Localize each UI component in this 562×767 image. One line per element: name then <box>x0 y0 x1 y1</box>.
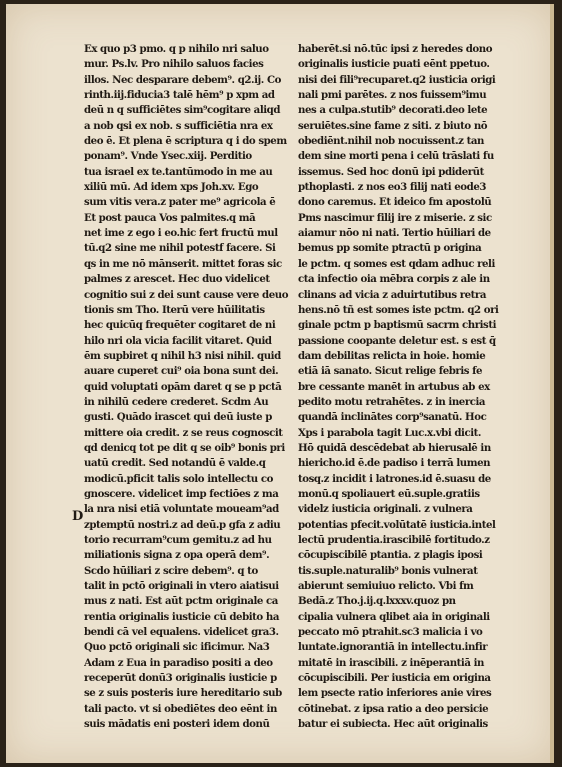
text-line: tua israel ex te.tantūmodo in me au <box>84 165 273 178</box>
text-line: cta infectio oia mēbra corpis z ale in <box>298 273 490 286</box>
text-line: haberēt.si nō.tūc ipsi z heredes dono <box>298 43 493 55</box>
text-line: Adam z Eua in paradiso positi a deo <box>84 656 273 669</box>
text-line: tū.q2 sine me nihil potestf facere. Si <box>84 242 276 255</box>
text-line: Pms nascimur filij ire z miserie. z sic <box>298 211 492 224</box>
text-line: hec quicūq frequēter cogitaret de ni <box>84 319 276 332</box>
text-line: Et post pauca Vos palmites.q mā <box>84 211 256 224</box>
text-line: hens.nō tñ est somes iste pctm. q2 ori <box>298 303 499 316</box>
text-line: tis.suple.naturalib⁹ bonis vulnerat <box>298 564 478 577</box>
text-line: palmes z arescet. Hec duo videlicet <box>84 273 270 286</box>
text-line: obediēnt.nihil nob nocuissent.z tan <box>298 135 484 148</box>
text-line: originalis iusticie puati eēnt ppetuo. <box>298 58 490 71</box>
text-line: Quo pctō originali sic ificimur. Na3 <box>84 641 270 654</box>
text-line: ponam⁹. Vnde Ysec.xiij. Perditio <box>84 150 252 163</box>
text-line: Bedā.z Tho.j.ij.q.lxxxv.quoz pn <box>298 595 456 608</box>
left-text-column <box>84 42 289 732</box>
text-line: passione coopante deletur est. s est q̄ <box>298 334 496 347</box>
right-text-column <box>298 42 508 732</box>
text-line: lectū prudentia.irascibilē fortitudo.z <box>298 534 490 546</box>
text-line: luntate.ignorantiā in intellectu.infir <box>298 641 488 654</box>
text-line: rinth.iij.fiducia3 talē hēm⁹ p xpm ad <box>84 89 275 102</box>
text-line: uatū credit. Sed notandū ē valde.q <box>84 457 266 470</box>
text-line: tosq.z incidit i latrones.id ē.suasu de <box>298 472 491 485</box>
text-line: Xps i parabola tagit Luc.x.vbi dicit. <box>298 426 481 439</box>
text-line: cipalia vulnera qlibet aia in originali <box>298 610 490 623</box>
text-line: mur. Ps.lv. Pro nihilo saluos facies <box>84 58 264 71</box>
text-line: deū n q sufficiētes sim⁹cogitare aliqd <box>84 104 281 117</box>
text-line: torio recurram⁹cum gemitu.z ad hu <box>84 534 272 546</box>
text-line: clinans ad vicia z aduirtutibus retra <box>298 288 486 301</box>
text-line: issemus. Sed hoc donū ipi pdiderūt <box>298 165 484 178</box>
text-line: talit in pctō originali in vtero aiatisui <box>84 580 279 593</box>
text-line: cōtinebat. z ipsa ratio a deo persicie <box>298 702 489 715</box>
text-line: net ime z ego i eo.hic fert fructū mul <box>84 227 278 240</box>
text-line: dem sine morti pena i celū trāslati fu <box>298 150 494 163</box>
book-page <box>6 4 554 763</box>
text-line: receperūt donū3 originalis iusticie p <box>84 672 277 685</box>
text-line: rentia originalis iusticie cū debito ha <box>84 610 279 623</box>
text-line: pthoplasti. z nos eo3 filij nati eode3 <box>298 181 486 194</box>
text-line: etiā iā sanato. Sicut relige febris fe <box>298 365 483 378</box>
marginal-initial: D <box>72 509 84 524</box>
text-line: dam debilitas relicta in hoie. homie <box>298 349 486 362</box>
text-line: Hō quidā descēdebat ab hierusalē in <box>298 441 491 454</box>
text-line: peccato mō ptrahit.sc3 malicia i vo <box>298 626 483 639</box>
text-line: mittere oia credit. z se reus cognoscit <box>84 426 283 439</box>
text-line: gusti. Quādo irascet qui deū iuste p <box>84 411 272 424</box>
text-line: mitatē in irascibili. z inēperantiā in <box>298 656 484 669</box>
text-line: pedito motu retrahētes. z in inercia <box>298 395 486 408</box>
text-line: monū.q spoliauert eū.suple.gratiis <box>298 487 480 500</box>
text-line: se z suis posteris iure hereditario sub <box>84 687 282 700</box>
text-line: videlz iusticia originali. z vulnera <box>298 503 473 516</box>
text-line: illos. Nec desparare debem⁹. q2.ij. Co <box>84 73 281 86</box>
text-line: modicū.pficit talis solo intellectu co <box>84 472 273 485</box>
text-line: tionis sm Tho. Iterū vere hūilitatis <box>84 303 265 316</box>
text-line: ēm supbiret q nihil h3 nisi nihil. quid <box>84 349 281 362</box>
text-line: bre cessante manēt in artubus ab ex <box>298 380 490 393</box>
text-line: mus z nati. Est aūt pctm originale ca <box>84 595 278 608</box>
text-line: cōcupiscibili. Per iusticia em origina <box>298 672 491 685</box>
text-line: nali pmi parētes. z nos fuissem⁹imu <box>298 89 487 102</box>
text-line: a nob qsi ex nob. s sufficiētia nra ex <box>84 119 273 132</box>
text-line: xiliū mū. Ad idem xps Joh.xv. Ego <box>84 181 259 194</box>
text-line: in nihilū cedere crederet. Scdm Au <box>84 395 269 408</box>
text-line: lem psecte ratio inferiores anie vires <box>298 687 492 700</box>
text-line: quandā inclinātes corp⁹sanatū. Hoc <box>298 411 487 424</box>
text-line: qd denicq tot pe dit q se oib⁹ bonis pri <box>84 441 285 454</box>
text-line: Ex quo p3 pmo. q p nihilo nri saluo <box>84 43 269 55</box>
text-line: sum vitis vera.z pater me⁹ agricola ē <box>84 196 276 209</box>
text-line: la nra nisi etiā voluntate moueam⁹ad <box>84 503 279 516</box>
text-line: miliationis signa z opa operā dem⁹. <box>84 549 270 562</box>
text-line: cōcupiscibilē ptantia. z plagis iposi <box>298 549 483 562</box>
text-line: quid voluptati opām daret q se p pctā <box>84 380 282 393</box>
text-line: bemus pp somite ptractū p origina <box>298 242 482 255</box>
text-line: auare cuperet cui⁹ oia bona sunt dei. <box>84 365 279 378</box>
text-line: gnoscere. videlicet imp fectiōes z ma <box>84 487 279 500</box>
text-line: ginale pctm p baptismū sacrm christi <box>298 319 497 332</box>
text-line: zptemptū nostri.z ad deū.p gfa z adiu <box>84 518 281 531</box>
text-line: nisi dei fili⁹recuparet.q2 iusticia origi <box>298 73 496 86</box>
text-line: bendi cā vel equalens. videlicet gra3. <box>84 626 279 639</box>
text-line: nes a culpa.stutib⁹ decorati.deo lete <box>298 104 488 117</box>
text-line: suis mādatis eni posteri idem donū <box>84 718 270 731</box>
text-line: aiamur nōo ni nati. Tertio hūiliari de <box>298 227 491 240</box>
text-line: deo ē. Et plena ē scriptura q i do spem <box>84 135 287 148</box>
text-line: qs in me nō mānserit. mittet foras sic <box>84 257 282 270</box>
text-line: dono caremus. Et ideico fm apostolū <box>298 196 492 209</box>
text-line: tali pacto. vt si obediētes deo eēnt in <box>84 702 277 715</box>
page-edge <box>550 4 554 763</box>
text-line: potentias pfecit.volūtatē iusticia.intel <box>298 518 496 531</box>
text-line: batur ei subiecta. Hec aūt originalis <box>298 718 488 731</box>
text-line: le pctm. q somes est qdam adhuc reli <box>298 257 495 270</box>
text-line: hiericho.id ē.de padiso i terrā lumen <box>298 457 491 470</box>
text-line: hilo nri ola vicia facilit vitaret. Quid <box>84 334 272 347</box>
text-line: Scdo hūiliari z scire debem⁹. q to <box>84 564 258 577</box>
text-line: cognitio sui z dei sunt cause vere deuo <box>84 288 289 301</box>
text-line: seruiētes.sine fame z siti. z biuto nō <box>298 119 488 132</box>
text-line: abierunt semiuiuo relicto. Vbi fm <box>298 580 474 593</box>
